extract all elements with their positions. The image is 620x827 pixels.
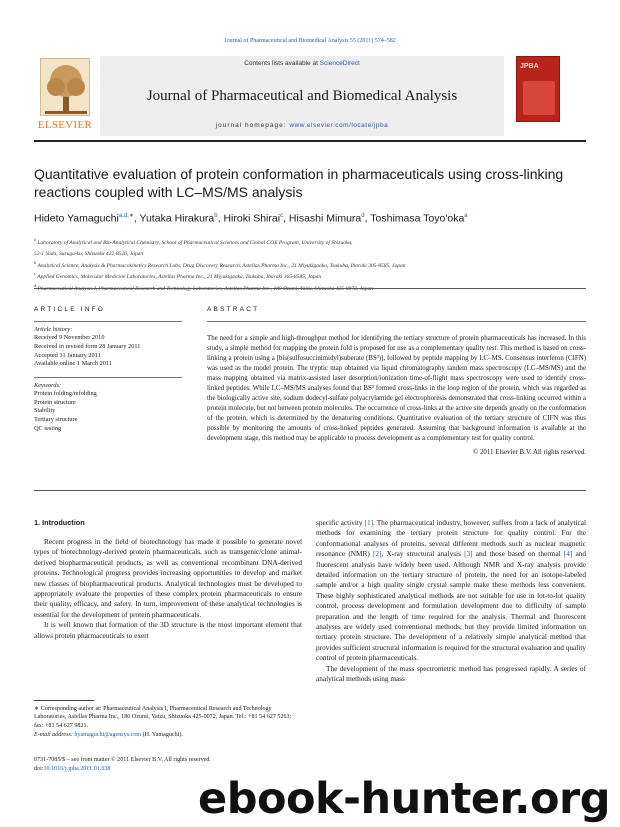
abstract-heading-divider [207,321,586,322]
article-title: Quantitative evaluation of protein conformation in pharmaceuticals using cross-linking reactions coupled with LC–MS/MS analysis [34,166,564,200]
citation-link[interactable]: [3] [464,549,473,559]
keywords [34,382,182,434]
publisher-name: ELSEVIER [37,119,93,131]
keywords-divider [34,377,182,378]
affiliation-text: Laboratory of Analytical and Bio-Analytical Chemistry, School of Pharmaceutical Sciences and Global COE Program, University of Shizuoka, [37,239,353,246]
sciencedirect-link[interactable]: ScienceDirect [319,60,360,67]
history-item: Available online 1 March 2011 [34,360,112,368]
doi-prefix: doi: [34,765,44,772]
contents-line [100,60,504,67]
author-separator: , [283,212,289,225]
section-title: 1. Introduction [34,518,85,527]
elsevier-tree-icon [40,58,90,116]
body-paragraph [316,518,586,664]
text-run: and fluorescent analysis have widely been used. Although NMR and X-ray analysis provide detailed information on the tertiary structure of protein, the need for an isotope-labeled sample and/or a high quality single crystal sample make these methods less convenient. These highly sophisticated analytical methods are not suitable for use in lot-to-lot quality control, process development and formulation development due to difficulty of sample preparation and the length of time required for the analysis. Thermal and fluorescent analyses are widely used conventional methods, but they provide limited information on tertiary protein structure. The development of a relatively simple analytical method that provides sufficient structural information is required for the structural evaluation and quality control of protein pharmaceuticals. [316,549,586,663]
elsevier-logo [34,56,96,136]
author-name: Hideto Yamaguchi [34,212,119,225]
author-name: Hiroki Shirai [223,212,281,225]
header-divider [34,288,586,289]
journal-masthead [34,56,586,136]
keywords-label: Keywords: [34,381,62,389]
author-name: Hisashi Mimura [288,212,362,225]
footnote-divider [34,700,94,701]
email-link[interactable]: hyamaguchi@agensys.com [74,732,142,739]
author-affiliation-mark[interactable]: a,d,∗ [118,213,134,219]
author-affiliation-mark[interactable]: d [361,213,365,219]
affiliation-text: 52-1 Yada, Suruga-ku, Shizuoka 422-8526, Japan [34,251,144,258]
author-name: Yutaka Hirakura [139,212,215,225]
running-head[interactable]: Journal of Pharmaceutical and Biomedical Analysis 55 (2011) 574–582 [224,38,396,44]
abstract-text: The need for a simple and high-throughput method for identifying the tertiary structure of protein pharmaceuticals has increased. In this study, a simple method for mapping the protein fold is proposed for use as a complementary quality test. This method is based on cross-linking a protein using a [bis(sulfosuccinimidyl)suberate (BS³)], followed by peptide mapping by LC–MS. Consensus interferon (CIFN) was used as the model protein. The tryptic map obtained via liquid chromatography tandem mass spectroscopy (LC–MS/MS) and the mass mapping obtained via matrix-assisted laser desorption/ionization time-of-flight mass spectroscopy were used to identify cross-linked peptides. While LC–MS/MS analyses found that BS³ formed cross-links in the loop region of the protein, which was regarded as the biologically active site, sodium dodecyl-sulfate polyacrylamide gel electrophoresis demonstrated that cross-linking occurred within a protein molecule, but not between protein molecules. The occurrence of cross-links at the active site depends greatly on the conformation of the protein, which is determined by the denaturing conditions. Quantitative evaluation of the tertiary structure of CIFN was thus possible by monitoring the amounts of cross-linked peptides generated. Assuming that background information is available at the development stage, this method may be applicable to process development as a complementary test for quality control. [207,334,586,442]
email-line [34,731,302,740]
author-affiliation-mark[interactable]: a [464,213,468,219]
affiliation-line [34,236,586,247]
keyword-item: Stability [34,407,56,415]
homepage-prefix: journal homepage: [215,122,290,129]
abstract-column [207,306,586,456]
footnote-text: ∗ Corresponding author at: Pharmaceutical Analysis I, Pharmaceutical Research and Technology Laboratories, Astellas Pharma Inc., 180 Ozumi, Yaizu, Shizuoka 425-0072, Japan. Tel.: +81 54 627 5263; fax: +81 54 627 9821. [34,705,292,730]
keyword-item: Tertiary structure [34,415,78,423]
copyright-notice: © 2011 Elsevier B.V. All rights reserved. [473,448,586,456]
author-list [34,212,586,225]
corresponding-author-footnote [34,700,302,740]
email-suffix: (H. Yamaguchi). [141,732,183,739]
history-label: Article history: [34,325,73,333]
doi-block [34,756,302,774]
watermark: ebook-hunter.org [198,774,610,824]
text-run: , X-ray structural analysis [381,549,465,559]
affiliation-line [34,247,586,258]
doi-link[interactable]: 10.1016/j.jpba.2011.01.038 [43,765,111,772]
author-affiliation-mark[interactable]: b [214,213,218,219]
affiliation-line [34,270,586,281]
text-run: specific activity [316,518,365,527]
article-info-divider [34,321,182,322]
body-paragraph: Recent progress in the field of biotechnology has made it possible to generate novel types of biotechnology-derived protein pharmaceuticals, such as transgenic/clone animal-derived biopharmaceutical products, as well as conventional recombinant DNA-derived proteins. Technological progress provides increasing opportunities to develop and market new classes of biopharmaceutical products. Analytical technologies must be developed to appropriately evaluate the properties of these complex protein pharmaceuticals to ensure their quality, efficacy, and safety. In turn, improvement of these analytical technologies is essential for the development of protein pharmaceuticals. [34,537,302,619]
issn-line: 0731-7085/$ – see front matter © 2011 Elsevier B.V. All rights reserved. [34,757,211,763]
text-run: . The pharmaceutical industry, however, suffers from a lack of analytical methods for examining the tertiary protein structure for quality control. For the conformational analyses of proteins, several different methods such as nuclear magnetic resonance (NMR) [316,518,586,559]
author-separator: , [364,212,371,225]
author-separator: , [133,212,140,225]
body-paragraph: The development of the mass spectrometric method has progressed rapidly. A series of analytical methods using mass [316,663,586,684]
article-info-column [34,306,182,433]
history-item: Accepted 31 January 2011 [34,351,101,359]
text-run: and those based on thermal [472,549,564,559]
cover-title: JPBA [520,63,539,70]
homepage-link[interactable]: www.elsevier.com/locate/jpba [289,122,389,129]
affiliation-text: Analytical Science, Analysis & Pharmacokinetics Research Labs, Drug Discovery Research, Astellas Pharma Inc., 21 Miyukigaoka, Tsukuba, Ibaraki 305-8585, Japan [37,262,406,269]
affiliation-line [34,259,586,270]
email-label: E-mail address: [34,732,75,739]
citation-link[interactable]: [4] [563,549,573,559]
body-paragraph: It is well known that formation of the 3D structure is the most important element that allows protein pharmaceuticals to exert [34,620,302,640]
masthead-divider [34,140,586,142]
history-item: Received 9 November 2010 [34,334,105,342]
body-column-right [316,518,586,685]
cover-art [523,81,555,115]
journal-banner [100,56,504,136]
author-separator: , [217,212,224,225]
keyword-item: Protein folding/refolding [34,390,97,398]
affiliation-list [34,236,586,293]
history-item: Received in revised form 28 January 2011 [34,342,141,350]
body-column-left [34,518,302,641]
doi-line [34,765,302,774]
abstract-heading: ABSTRACT [207,306,260,313]
author-name: Toshimasa Toyo'oka [370,212,465,225]
homepage-line [100,122,504,129]
affiliation-mark: d [34,282,37,288]
journal-cover-image [516,56,560,122]
journal-title: Journal of Pharmaceutical and Biomedical Analysis [146,88,458,104]
article-info-heading: ARTICLE INFO [34,306,106,313]
citation-link[interactable]: [1] [364,518,374,527]
affiliation-text: Applied Genomics, Molecular Medicine Laboratories, Astellas Pharma Inc., 21 Miyukigaoka, Tsukuba, Ibaraki 305-8585, Japan [37,274,322,281]
contents-prefix: Contents lists available at [244,60,320,67]
affiliation-mark: a [34,237,36,242]
affiliation-mark: c [34,271,36,277]
keyword-item: Protein structure [34,398,76,406]
citation-link[interactable]: [2] [373,549,382,559]
affiliation-mark: b [34,259,37,265]
article-history [34,326,182,369]
author-affiliation-mark[interactable]: c [280,213,284,219]
abstract-divider [34,490,586,491]
keyword-item: QC testing [34,424,62,432]
